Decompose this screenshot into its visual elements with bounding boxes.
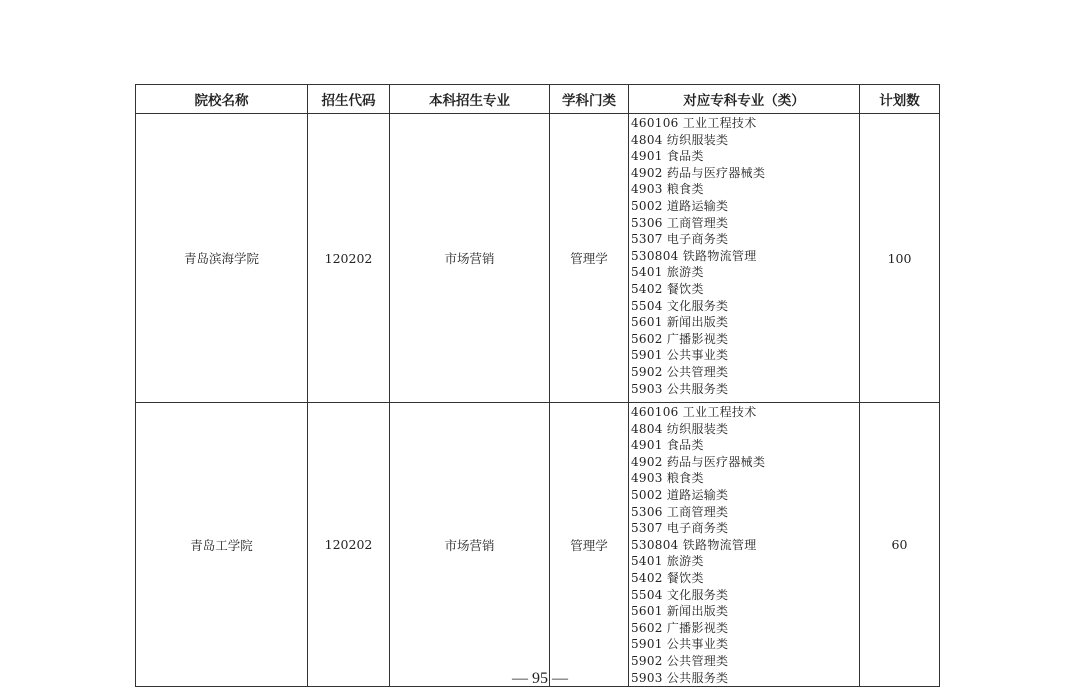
- related-major-item: 4903 粮食类: [631, 182, 704, 197]
- related-major-item: 4804 纺织服装类: [631, 421, 729, 436]
- related-major-item: 5902 公共管理类: [631, 364, 729, 379]
- major-cell: 市场营销: [390, 403, 550, 687]
- header-related-majors: 对应专科专业（类）: [629, 85, 860, 114]
- enrollment-plan-table: [135, 84, 940, 687]
- related-major-item: 5903 公共服务类: [631, 381, 729, 396]
- related-major-item: 460106 工业工程技术: [631, 116, 757, 130]
- related-major-item: 5307 电子商务类: [631, 521, 729, 536]
- school-name-cell: 青岛工学院: [136, 403, 308, 687]
- header-major: 本科招生专业: [390, 85, 550, 114]
- related-major-item: 5306 工商管理类: [631, 215, 729, 230]
- related-major-item: 530804 铁路物流管理: [631, 248, 757, 263]
- related-major-item: 5002 道路运输类: [631, 198, 729, 213]
- related-major-item: 4901 食品类: [631, 438, 704, 453]
- related-major-item: 5306 工商管理类: [631, 504, 729, 519]
- related-major-item: 5602 广播影视类: [631, 331, 729, 346]
- related-major-item: 4903 粮食类: [631, 471, 704, 486]
- header-code: 招生代码: [308, 85, 390, 114]
- header-category: 学科门类: [550, 85, 629, 114]
- related-major-item: 5601 新闻出版类: [631, 315, 729, 330]
- related-major-item: 4901 食品类: [631, 149, 704, 164]
- related-major-item: 530804 铁路物流管理: [631, 537, 757, 552]
- header-plan: 计划数: [860, 85, 940, 114]
- school-name-cell: 青岛滨海学院: [136, 114, 308, 403]
- plan-count-cell: 100: [860, 114, 940, 403]
- related-major-item: 4902 药品与医疗器械类: [631, 454, 766, 469]
- related-major-item: 5504 文化服务类: [631, 298, 729, 313]
- related-major-item: 5901 公共事业类: [631, 637, 729, 652]
- code-cell: 120202: [308, 114, 390, 403]
- category-cell: 管理学: [550, 114, 629, 403]
- related-major-item: 5601 新闻出版类: [631, 604, 729, 619]
- related-major-item: 5903 公共服务类: [631, 670, 729, 685]
- related-major-item: 5504 文化服务类: [631, 587, 729, 602]
- related-majors-cell: [629, 403, 860, 687]
- category-cell: 管理学: [550, 403, 629, 687]
- related-major-item: 5002 道路运输类: [631, 487, 729, 502]
- table-row: [136, 403, 940, 687]
- related-major-item: 5307 电子商务类: [631, 232, 729, 247]
- related-major-item: 5901 公共事业类: [631, 348, 729, 363]
- related-major-item: 4902 药品与医疗器械类: [631, 165, 766, 180]
- related-majors-cell: [629, 114, 860, 403]
- related-major-item: 5402 餐饮类: [631, 281, 704, 296]
- code-cell: 120202: [308, 403, 390, 687]
- page-number: — 95 —: [512, 670, 568, 687]
- related-major-item: 5402 餐饮类: [631, 570, 704, 585]
- plan-count-cell: 60: [860, 403, 940, 687]
- major-cell: 市场营销: [390, 114, 550, 403]
- related-major-item: 4804 纺织服装类: [631, 132, 729, 147]
- header-school: 院校名称: [136, 85, 308, 114]
- related-major-item: 5401 旅游类: [631, 554, 704, 569]
- related-major-item: 5401 旅游类: [631, 265, 704, 280]
- related-major-item: 5902 公共管理类: [631, 653, 729, 668]
- related-major-item: 460106 工业工程技术: [631, 405, 757, 419]
- table-row: [136, 114, 940, 403]
- related-major-item: 5602 广播影视类: [631, 620, 729, 635]
- table-header-row: [136, 85, 940, 114]
